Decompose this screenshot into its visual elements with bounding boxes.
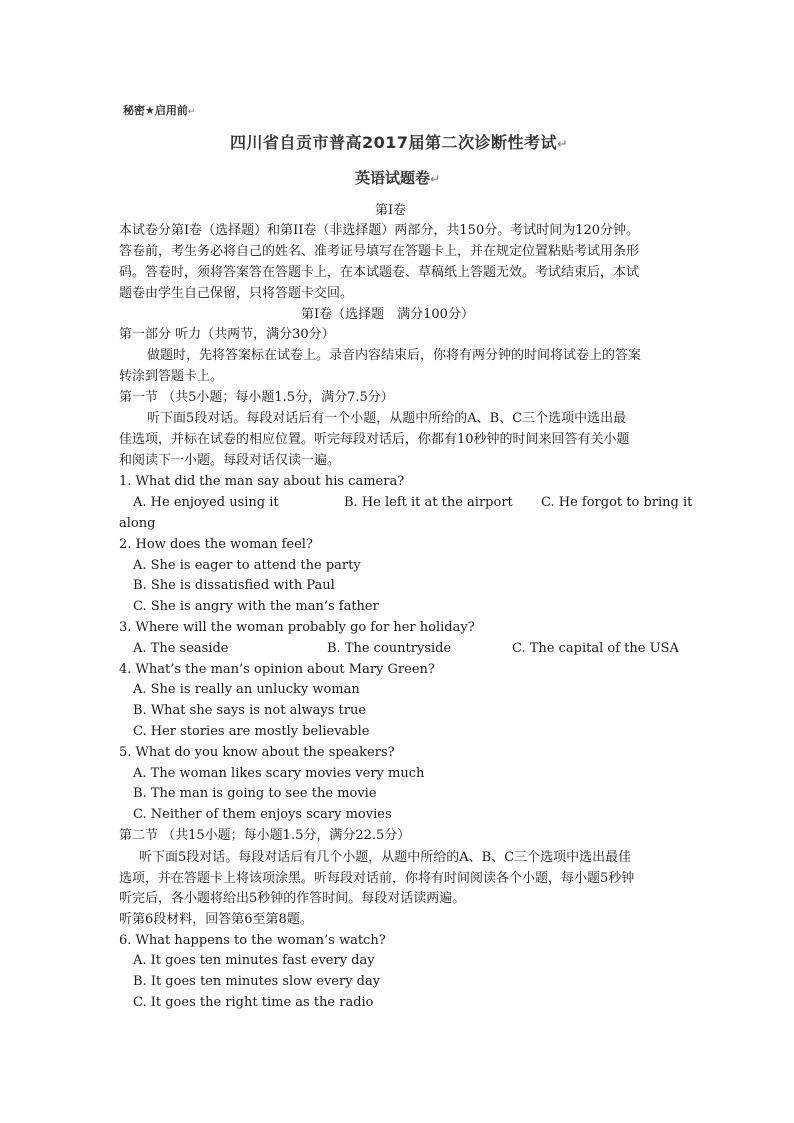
material-note: 听第6段材料，回答第6至第8题。	[119, 912, 313, 927]
option-a: A. He enjoyed using it	[133, 495, 279, 510]
exam-subtitle-text: 英语试题卷	[355, 169, 431, 187]
option-a: A. It goes ten minutes fast every day	[133, 953, 375, 968]
exam-title	[230, 133, 568, 155]
instruction-line: 答卷前，考生务必将自己的姓名、准考证号填写在答题卡上，并在规定位置粘贴考试用条形	[119, 244, 640, 259]
part1-intro-line: 转涂到答题卡上。	[119, 369, 224, 384]
question-stem: 2. How does the woman feel?	[119, 537, 313, 552]
confidential-label	[123, 101, 195, 122]
return-mark-icon: ↵	[187, 107, 196, 117]
option-c: C. Her stories are mostly believable	[133, 724, 370, 739]
instruction-line: 码。答卷时，须将答案答在答题卡上，在本试题卷、草稿纸上答题无效。考试结束后，本试	[119, 265, 640, 280]
option-c: C. It goes the right time as the radio	[133, 995, 374, 1010]
section1-intro-line: 和阅读下一小题。每段对话仅读一遍。	[119, 453, 341, 468]
part1-title: 第一部分 听力（共两节，满分30分）	[119, 327, 335, 342]
section1-title: 第一节 （共5小题；每小题1.5分，满分7.5分）	[119, 390, 394, 405]
confidential-label-text: 秘密★启用前	[123, 104, 188, 117]
exam-subtitle	[355, 168, 440, 189]
section1-intro-line: 听下面5段对话。每段对话后有一个小题，从题中所给的A、B、C三个选项中选出最	[147, 411, 627, 426]
option-b: B. The man is going to see the movie	[133, 786, 377, 801]
section2-title: 第二节 （共15小题；每小题1.5分，满分22.5分）	[119, 828, 411, 843]
question-stem: 1. What did the man say about his camera?	[119, 474, 405, 489]
option-a: A. She is really an unlucky woman	[133, 682, 360, 697]
return-mark-icon: ↵	[430, 172, 441, 186]
section2-intro-line: 听下面5段对话。每段对话后有几个小题，从题中所给的A、B、C三个选项中选出最佳	[139, 850, 632, 865]
option-c: C. She is angry with the man’s father	[133, 599, 379, 614]
part1-intro-line: 做题时，先将答案标在试卷上。录音内容结束后，你将有两分钟的时间将试卷上的答案	[147, 348, 642, 363]
question-stem: 5. What do you know about the speakers?	[119, 745, 395, 760]
option-b: B. It goes ten minutes slow every day	[133, 974, 381, 989]
return-mark-icon: ↵	[557, 137, 569, 152]
option-b: B. She is dissatisfied with Paul	[133, 578, 335, 593]
question-stem: 4. What’s the man’s opinion about Mary Green?	[119, 662, 435, 677]
option-c: C. The capital of the USA	[512, 641, 679, 656]
question-stem: 3. Where will the woman probably go for her holiday?	[119, 620, 475, 635]
option-c: C. Neither of them enjoys scary movies	[133, 807, 392, 822]
option-a: A. She is eager to attend the party	[133, 558, 361, 573]
section2-intro-line: 听完后，各小题将给出5秒钟的作答时间。每段对话读两遍。	[119, 891, 466, 906]
instruction-line: 本试卷分第I卷（选择题）和第II卷（非选择题）两部分，共150分。考试时间为120分钟。	[119, 223, 640, 238]
instruction-line: 题卷由学生自己保留，只将答题卡交回。	[119, 286, 354, 301]
option-b: B. What she says is not always true	[133, 703, 367, 718]
option-b: B. He left it at the airport	[344, 495, 513, 510]
option-c-continuation: along	[119, 516, 156, 531]
question-stem: 6. What happens to the woman’s watch?	[119, 933, 386, 948]
option-b: B. The countryside	[327, 641, 452, 656]
section-heading: 第I卷（选择题 满分100分）	[301, 307, 474, 322]
exam-title-text: 四川省自贡市普高2017届第二次诊断性考试	[230, 133, 558, 152]
option-a: A. The woman likes scary movies very much	[133, 766, 425, 781]
option-c: C. He forgot to bring it	[541, 495, 693, 510]
volume-heading: 第I卷	[375, 203, 407, 218]
option-a: A. The seaside	[133, 641, 229, 656]
section1-intro-line: 佳选项，并标在试卷的相应位置。听完每段对话后，你都有10秒钟的时间来回答有关小题	[119, 432, 630, 447]
section2-intro-line: 选项，并在答题卡上将该项涂黑。听每段对话前，你将有时间阅读各个小题，每小题5秒钟	[119, 871, 635, 886]
